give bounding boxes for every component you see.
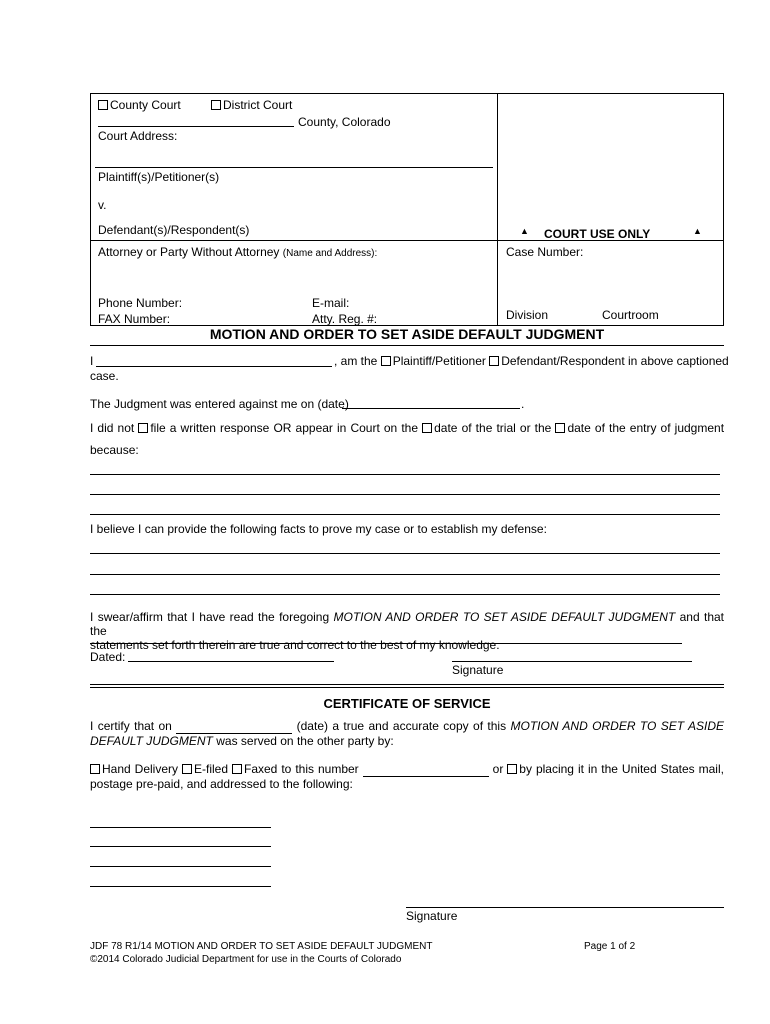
defendant-respondent-checkbox[interactable]	[489, 356, 499, 366]
courtroom-label: Courtroom	[602, 308, 659, 322]
case-number-label: Case Number:	[506, 245, 584, 259]
case-label: case.	[90, 369, 119, 383]
because-line-2[interactable]	[90, 494, 720, 495]
versus-label: v.	[98, 198, 107, 212]
section-divider	[90, 684, 724, 688]
plaintiff-label: Plaintiff(s)/Petitioner(s)	[98, 170, 220, 184]
service-date-line[interactable]	[176, 719, 292, 734]
dated-label: Dated:	[90, 650, 126, 664]
motion-signature-line[interactable]	[452, 661, 692, 662]
email-label: E-mail:	[312, 296, 350, 310]
faxed-checkbox[interactable]	[232, 764, 242, 774]
district-court-option[interactable]: District Court	[211, 98, 292, 112]
arrow-up-icon: ▲	[520, 226, 529, 236]
atty-reg-label: Atty. Reg. #:	[312, 312, 378, 326]
file-response-checkbox[interactable]	[138, 423, 148, 433]
court-address-label: Court Address:	[98, 129, 178, 143]
judgment-entered-label: The Judgment was entered against me on (date)	[90, 397, 349, 411]
because-label: because:	[90, 443, 139, 457]
facts-line-3[interactable]	[90, 594, 720, 595]
did-not-paragraph: I did not file a written response OR appear in Court on the date of the trial or the date of the entry of judgment	[90, 421, 725, 435]
service-method-paragraph: Hand Delivery E-filed Faxed to this number or by placing it in the United States mail, postage pre-paid, and addressed to the following:	[90, 762, 724, 791]
motion-i: I	[90, 354, 94, 368]
facts-line-2[interactable]	[90, 574, 720, 575]
county-court-checkbox[interactable]	[98, 100, 108, 110]
fax-number-line[interactable]	[363, 762, 489, 777]
county-name-line[interactable]	[98, 126, 294, 127]
court-address-line[interactable]	[95, 167, 493, 168]
fax-label: FAX Number:	[98, 312, 171, 326]
arrow-up-icon: ▲	[693, 226, 702, 236]
efiled-checkbox[interactable]	[182, 764, 192, 774]
district-court-checkbox[interactable]	[211, 100, 221, 110]
phone-label: Phone Number:	[98, 296, 183, 310]
trial-date-checkbox[interactable]	[422, 423, 432, 433]
dated-line[interactable]	[128, 661, 334, 662]
party-type-text: , am the Plaintiff/Petitioner Defendant/Respondent in above captioned	[334, 354, 729, 368]
title-underline	[90, 345, 724, 346]
because-line-1[interactable]	[90, 474, 720, 475]
footer-copyright: ©2014 Colorado Judicial Department for use in the Courts of Colorado	[90, 954, 402, 965]
certificate-signature-line[interactable]	[406, 907, 724, 908]
page-number: Page 1 of 2	[584, 941, 636, 952]
caption-divider-vertical	[497, 93, 498, 326]
attorney-label: Attorney or Party Without Attorney (Name and Address):	[98, 245, 378, 259]
footer-form-id: JDF 78 R1/14 MOTION AND ORDER TO SET ASIDE DEFAULT JUDGMENT	[90, 941, 433, 952]
motion-signature-label: Signature	[452, 663, 504, 677]
judgment-date-line[interactable]	[342, 408, 520, 409]
swear-underline	[90, 643, 682, 644]
court-use-only-label: COURT USE ONLY	[544, 227, 651, 241]
hand-delivery-checkbox[interactable]	[90, 764, 100, 774]
swear-paragraph: I swear/affirm that I have read the foregoing MOTION AND ORDER TO SET ASIDE DEFAULT JUDGMENT and that the statements set forth therein are true and correct to the best of my knowledge.	[90, 610, 724, 652]
address-line-4[interactable]	[90, 886, 271, 887]
county-colorado-label: County, Colorado	[298, 115, 391, 129]
certificate-signature-label: Signature	[406, 909, 458, 923]
caption-box	[90, 93, 724, 326]
county-court-option[interactable]: County Court	[98, 98, 181, 112]
period: .	[521, 397, 525, 411]
entry-date-checkbox[interactable]	[555, 423, 565, 433]
plaintiff-petitioner-checkbox[interactable]	[381, 356, 391, 366]
believe-label: I believe I can provide the following facts to prove my case or to establish my defense:	[90, 522, 547, 536]
certificate-heading: CERTIFICATE OF SERVICE	[323, 696, 491, 711]
division-label: Division	[506, 308, 549, 322]
mail-checkbox[interactable]	[507, 764, 517, 774]
defendant-label: Defendant(s)/Respondent(s)	[98, 223, 250, 237]
page-title: MOTION AND ORDER TO SET ASIDE DEFAULT JUDGMENT	[209, 326, 605, 342]
address-line-3[interactable]	[90, 866, 271, 867]
address-line-2[interactable]	[90, 846, 271, 847]
facts-line-1[interactable]	[90, 553, 720, 554]
address-line-1[interactable]	[90, 827, 271, 828]
certify-paragraph: I certify that on (date) a true and accurate copy of this MOTION AND ORDER TO SET ASIDE DEFAULT JUDGMENT was served on the other party by:	[90, 719, 724, 748]
because-line-3[interactable]	[90, 514, 720, 515]
name-line[interactable]	[96, 366, 332, 367]
